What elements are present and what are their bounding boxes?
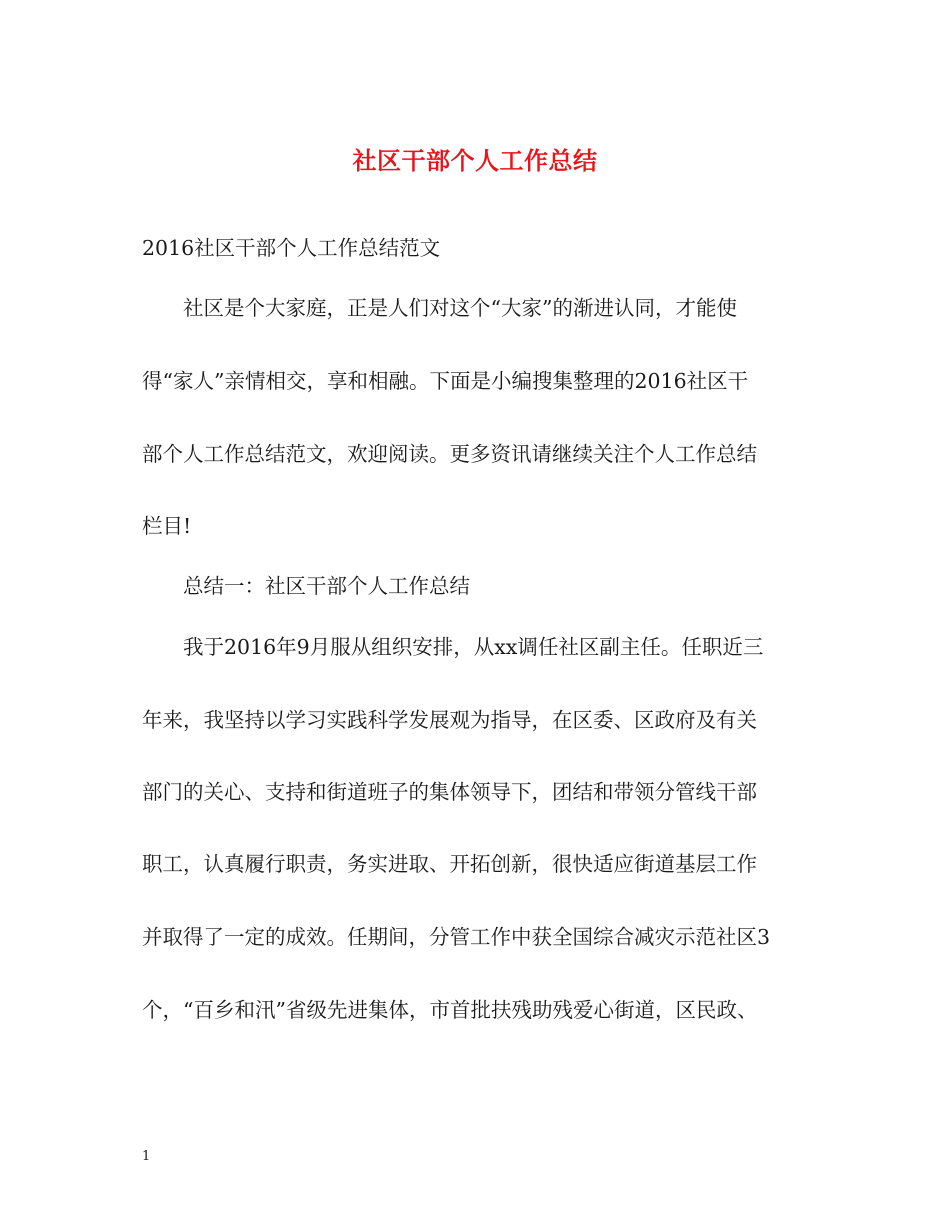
intro-line-2: 得“家人”亲情相交，享和相融。下面是小编搜集整理的2016社区干 — [142, 369, 749, 393]
body-line-3: 部门的关心、支持和街道班子的集体领导下，团结和带领分管线干部 — [142, 780, 757, 804]
page-number: 1 — [142, 1149, 151, 1164]
body-line-5: 并取得了一定的成效。任期间，分管工作中获全国综合减灾示范社区3 — [142, 925, 771, 949]
body-line-6: 个，“百乡和汛”省级先进集体，市首批扶残助残爱心街道，区民政、 — [142, 998, 758, 1022]
intro-line-3: 部个人工作总结范文，欢迎阅读。更多资讯请继续关注个人工作总结 — [142, 442, 757, 466]
section-heading: 总结一：社区干部个人工作总结 — [183, 574, 470, 598]
document-subtitle: 2016社区干部个人工作总结范文 — [142, 236, 441, 260]
body-line-2: 年来，我坚持以学习实践科学发展观为指导，在区委、区政府及有关 — [142, 708, 757, 732]
intro-line-4: 栏目! — [142, 514, 192, 538]
document-title: 社区干部个人工作总结 — [352, 146, 598, 175]
body-line-4: 职工，认真履行职责，务实进取、开拓创新，很快适应街道基层工作 — [142, 852, 757, 876]
intro-line-1: 社区是个大家庭，正是人们对这个“大家”的渐进认同，才能使 — [183, 296, 737, 320]
body-line-1: 我于2016年9月服从组织安排，从xx调任社区副主任。任职近三 — [183, 635, 764, 659]
